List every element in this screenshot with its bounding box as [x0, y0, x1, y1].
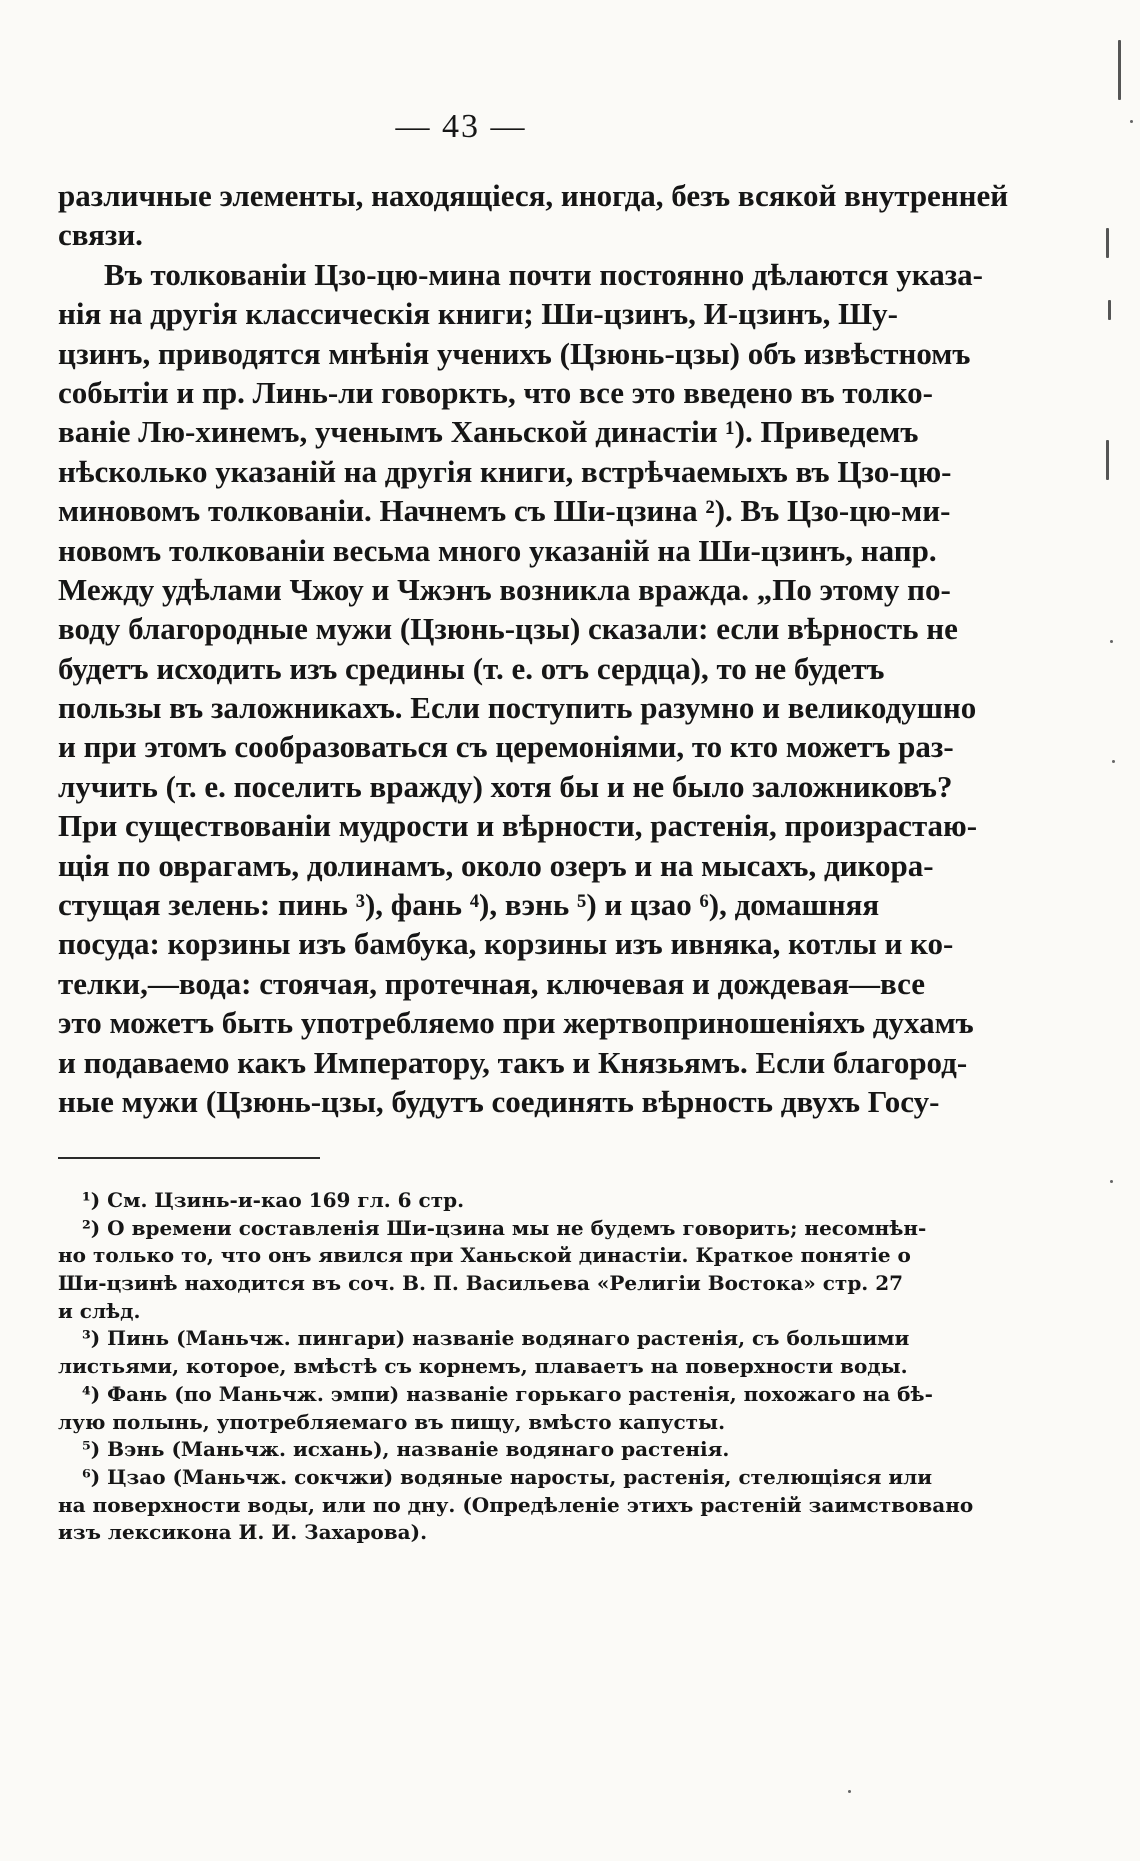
text-line: и подаваемо какъ Императору, такъ и Князьямъ. Если благород- [58, 1044, 968, 1080]
scan-mark [1106, 228, 1109, 258]
footnote-line: ⁶) Цзао (Маньчж. сокчжи) водяные наросты, растенія, стелющіяся или [82, 1464, 933, 1489]
footnote-line: ²) О времени составленія Ши-цзина мы не будемъ говорить; несомнѣн- [82, 1215, 927, 1240]
footnotes [58, 1187, 974, 1547]
scan-speck [848, 1790, 851, 1793]
footnote-line: ¹) См. Цзинь-и-као 169 гл. 6 стр. [82, 1188, 465, 1212]
footnote-line: но только то, что онъ явился при Ханьской династіи. Краткое понятіе о [58, 1243, 911, 1268]
text-line: новомъ толкованіи весьма много указаній на Ши-цзинъ, напр. [58, 532, 937, 568]
text-line: нѣсколько указаній на другія книги, встрѣчаемыхъ въ Цзо-цю- [58, 453, 952, 489]
text-line: и при этомъ сообразоваться съ церемоніями, то кто можетъ раз- [58, 729, 954, 765]
text-line: будетъ исходить изъ средины (т. е. отъ сердца), то не будетъ [58, 650, 885, 686]
text-line: воду благородные мужи (Цзюнь-цзы) сказали: если вѣрность не [58, 611, 958, 647]
scan-speck [1110, 640, 1113, 643]
text-line: Между удѣлами Чжоу и Чжэнъ возникла вражда. „По этому по- [58, 571, 951, 607]
footnote-divider [58, 1157, 320, 1159]
footnote-line: ⁵) Вэнь (Маньчж. исхань), названіе водянаго растенія. [82, 1437, 730, 1462]
text-line: связи. [58, 217, 143, 253]
footnote-line: на поверхности воды, или по дну. (Опредѣленіе этихъ растеній заимствовано [58, 1492, 974, 1517]
text-line: При существованіи мудрости и вѣрности, растенія, произрастаю- [58, 808, 978, 844]
text-line: это можетъ быть употребляемо при жертвоприношеніяхъ духамъ [58, 1005, 974, 1041]
scan-speck [1112, 760, 1115, 763]
footnote-line: Ши-цзинѣ находится въ соч. В. П. Васильева «Религіи Востока» стр. 27 [58, 1271, 904, 1296]
footnote-line: изъ лексикона И. И. Захарова). [58, 1520, 428, 1545]
footnote-line: ³) Пинь (Маньчж. пингари) названіе водянаго растенія, съ большими [82, 1326, 910, 1351]
text-line: событіи и пр. Линь-ли говоркть, что все это введено въ толко- [58, 374, 933, 410]
scan-mark [1118, 40, 1121, 100]
text-line: стущая зелень: пинь ³), фань ⁴), вэнь ⁵) и цзао ⁶), домашняя [58, 887, 880, 923]
scan-mark [1106, 440, 1109, 480]
text-line: телки,—вода: стоячая, протечная, ключевая и дождевая—все [58, 965, 926, 1001]
text-line: Въ толкованіи Цзо-цю-мина почти постоянно дѣлаются указа- [104, 256, 983, 292]
text-line: различные элементы, находящіеся, иногда, безъ всякой внутренней [58, 178, 1009, 213]
text-line: лучить (т. е. поселить вражду) хотя бы и не было заложниковъ? [58, 768, 953, 804]
text-line: ные мужи (Цзюнь-цзы, будутъ соединять вѣрность двухъ Госу- [58, 1083, 940, 1119]
text-line: посуда: корзины изъ бамбука, корзины изъ ивняка, котлы и ко- [58, 926, 954, 962]
scan-speck [1130, 120, 1133, 123]
main-text [58, 176, 1009, 1121]
scan-speck [1110, 1180, 1113, 1183]
scan-mark [1108, 300, 1111, 320]
text-line: пользы въ заложникахъ. Если поступить разумно и великодушно [58, 690, 977, 726]
text-line: цзинъ, приводятся мнѣнія ученихъ (Цзюнь-цзы) объ извѣстномъ [58, 335, 971, 371]
text-line: нія на другія классическія книги; Ши-цзинъ, И-цзинъ, Шу- [58, 296, 898, 332]
footnote-line: листьями, которое, вмѣстѣ съ корнемъ, плаваетъ на поверхности воды. [58, 1354, 908, 1379]
text-line: миновомъ толкованіи. Начнемъ съ Ши-цзина ²). Въ Цзо-цю-ми- [58, 493, 951, 529]
text-line: ваніе Лю-хинемъ, ученымъ Ханьской династіи ¹). Приведемъ [58, 414, 919, 450]
page-number: — 43 — [395, 108, 527, 145]
footnote-line: ⁴) Фань (по Маньчж. эмпи) названіе горькаго растенія, похожаго на бѣ- [82, 1381, 933, 1406]
footnote-line: и слѣд. [58, 1298, 141, 1323]
text-line: щія по оврагамъ, долинамъ, около озеръ и на мысахъ, дикора- [58, 847, 934, 883]
footnote-line: лую полынь, употребляемаго въ пищу, вмѣсто капусты. [58, 1409, 726, 1434]
